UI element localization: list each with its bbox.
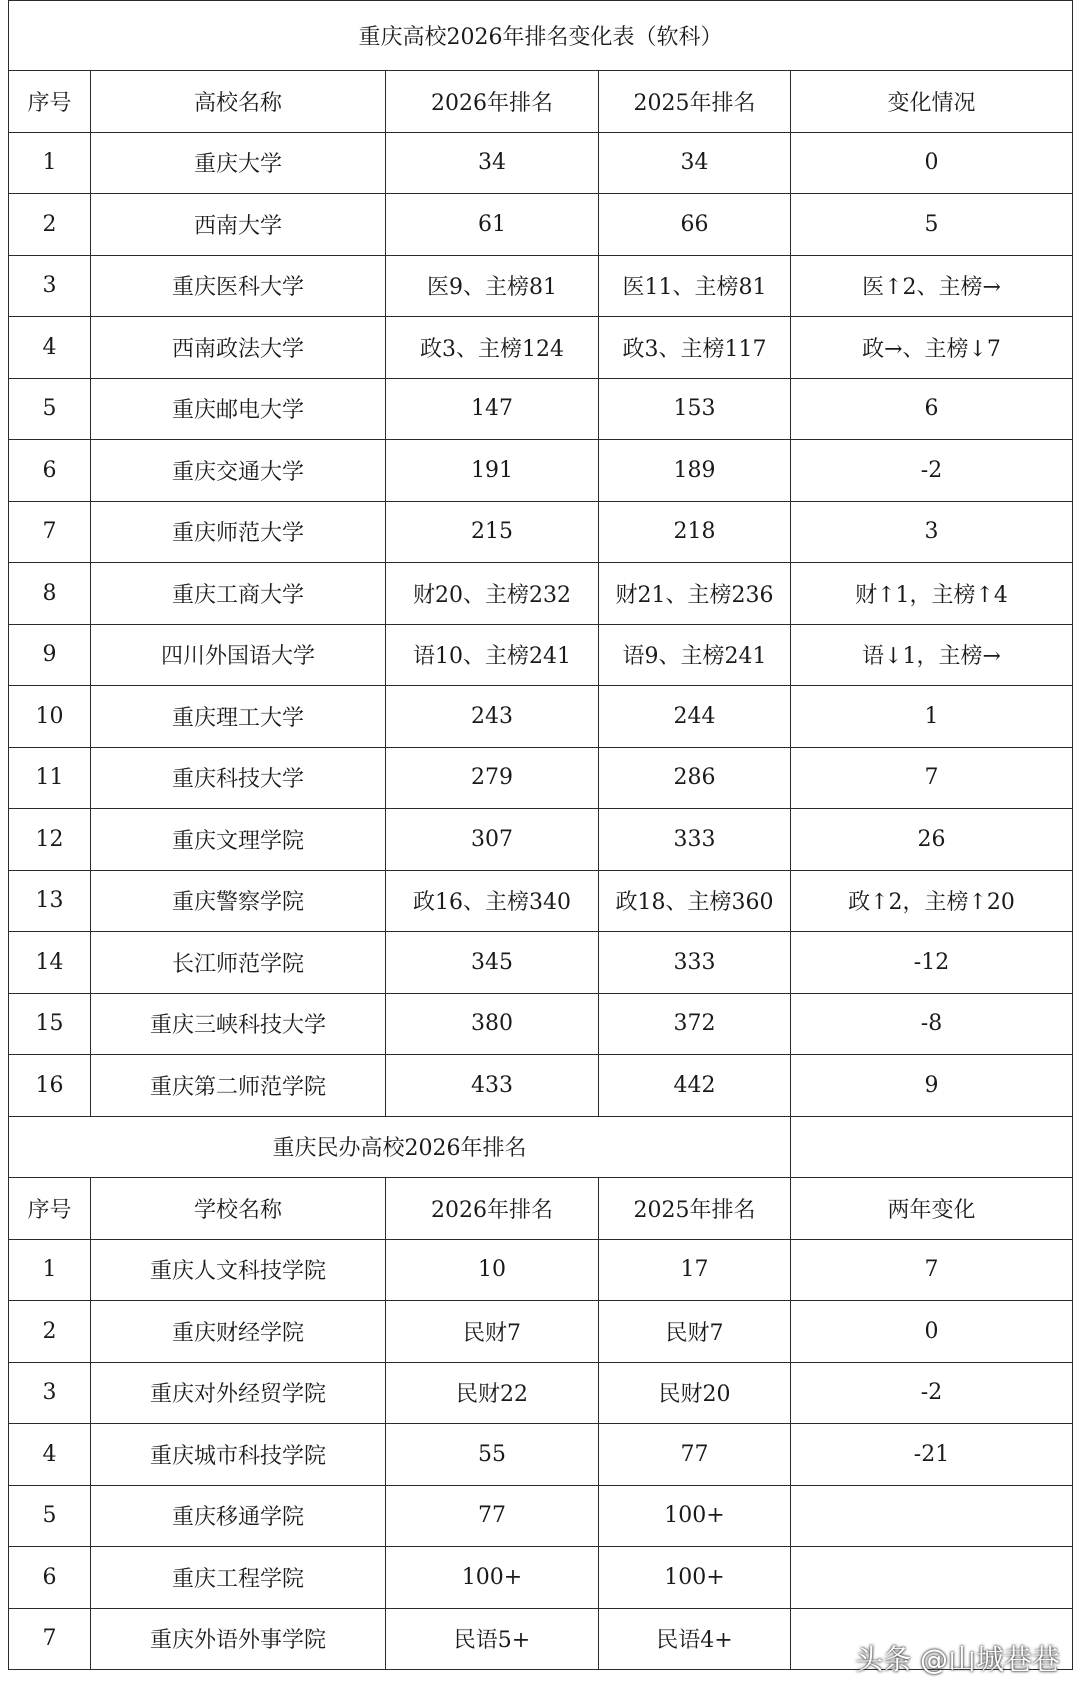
table-row <box>9 194 1073 256</box>
table-cell: 重庆大学 <box>91 132 386 194</box>
table-cell: 7 <box>791 1239 1073 1301</box>
private-section-title: 重庆民办高校2026年排名 <box>9 1116 791 1178</box>
header-cell: 序号 <box>9 1178 91 1240</box>
table-cell: 重庆邮电大学 <box>91 378 386 440</box>
table-cell: 政↑2，主榜↑20 <box>791 870 1073 932</box>
table-cell: 13 <box>9 870 91 932</box>
table-title: 重庆高校2026年排名变化表（软科） <box>9 1 1073 71</box>
table-cell: 民语5+ <box>386 1608 599 1670</box>
table-cell: 61 <box>386 194 599 256</box>
table-row <box>9 809 1073 871</box>
table-cell: 286 <box>599 747 791 809</box>
header-cell: 2026年排名 <box>386 71 599 133</box>
table-cell: 243 <box>386 686 599 748</box>
table-cell: 10 <box>9 686 91 748</box>
table-cell: 153 <box>599 378 791 440</box>
private-table-row <box>9 1547 1073 1609</box>
table-cell <box>791 1485 1073 1547</box>
table-cell: 12 <box>9 809 91 871</box>
table-cell: 政16、主榜340 <box>386 870 599 932</box>
table-cell: 5 <box>791 194 1073 256</box>
table-cell: 医↑2、主榜→ <box>791 255 1073 317</box>
table-cell: 9 <box>791 1055 1073 1117</box>
table-cell: 15 <box>9 993 91 1055</box>
table-row <box>9 378 1073 440</box>
header-cell: 2025年排名 <box>599 71 791 133</box>
table-cell: 长江师范学院 <box>91 932 386 994</box>
private-title-row <box>9 1116 1073 1178</box>
table-cell: 34 <box>386 132 599 194</box>
table-cell: 333 <box>599 932 791 994</box>
table-cell: 重庆工商大学 <box>91 563 386 625</box>
table-cell <box>791 1547 1073 1609</box>
table-cell: 26 <box>791 809 1073 871</box>
table-cell: 6 <box>9 1547 91 1609</box>
table-row <box>9 132 1073 194</box>
table-cell: 语9、主榜241 <box>599 624 791 686</box>
header-cell: 序号 <box>9 71 91 133</box>
table-row <box>9 993 1073 1055</box>
table-cell: 民语4+ <box>599 1608 791 1670</box>
table-cell: 1 <box>9 1239 91 1301</box>
table-cell: 政18、主榜360 <box>599 870 791 932</box>
header-cell: 两年变化 <box>791 1178 1073 1240</box>
table-cell: 民财20 <box>599 1362 791 1424</box>
table-cell: 民财7 <box>386 1301 599 1363</box>
table-cell: 西南政法大学 <box>91 317 386 379</box>
table-row <box>9 501 1073 563</box>
table-cell: 重庆文理学院 <box>91 809 386 871</box>
private-header-row <box>9 1178 1073 1240</box>
table-cell: 100+ <box>599 1547 791 1609</box>
table-cell: 民财7 <box>599 1301 791 1363</box>
table-cell: 3 <box>791 501 1073 563</box>
table-row <box>9 1055 1073 1117</box>
table-cell: 7 <box>9 501 91 563</box>
table-cell: 442 <box>599 1055 791 1117</box>
table-cell: 四川外国语大学 <box>91 624 386 686</box>
header-cell: 变化情况 <box>791 71 1073 133</box>
table-cell: 重庆交通大学 <box>91 440 386 502</box>
table-cell: 医11、主榜81 <box>599 255 791 317</box>
table-cell: 重庆三峡科技大学 <box>91 993 386 1055</box>
table-cell: 重庆外语外事学院 <box>91 1608 386 1670</box>
table-cell: 0 <box>791 1301 1073 1363</box>
table-cell: 6 <box>791 378 1073 440</box>
table-cell: 重庆城市科技学院 <box>91 1424 386 1486</box>
table-cell: 215 <box>386 501 599 563</box>
table-row <box>9 932 1073 994</box>
table-cell: 6 <box>9 440 91 502</box>
table-cell: 5 <box>9 378 91 440</box>
table-cell: 2 <box>9 1301 91 1363</box>
table-cell: 3 <box>9 1362 91 1424</box>
table-cell: 重庆移通学院 <box>91 1485 386 1547</box>
table-row <box>9 747 1073 809</box>
table-row <box>9 870 1073 932</box>
title-row <box>9 1 1073 71</box>
table-cell: 14 <box>9 932 91 994</box>
table-cell: 1 <box>9 132 91 194</box>
table-cell: 380 <box>386 993 599 1055</box>
table-cell: 77 <box>386 1485 599 1547</box>
table-cell: 16 <box>9 1055 91 1117</box>
header-cell: 学校名称 <box>91 1178 386 1240</box>
ranking-table <box>8 0 1073 1670</box>
table-cell: 医9、主榜81 <box>386 255 599 317</box>
table-cell: 10 <box>386 1239 599 1301</box>
table-row <box>9 317 1073 379</box>
table-cell: 重庆警察学院 <box>91 870 386 932</box>
table-cell: 政3、主榜124 <box>386 317 599 379</box>
table-cell: 4 <box>9 1424 91 1486</box>
table-cell: 重庆科技大学 <box>91 747 386 809</box>
table-cell: 100+ <box>386 1547 599 1609</box>
private-table-row <box>9 1239 1073 1301</box>
table-cell: 244 <box>599 686 791 748</box>
table-cell: 政3、主榜117 <box>599 317 791 379</box>
table-cell: 189 <box>599 440 791 502</box>
table-cell: -2 <box>791 1362 1073 1424</box>
header-cell: 高校名称 <box>91 71 386 133</box>
table-row <box>9 686 1073 748</box>
table-cell: 政→、主榜↓7 <box>791 317 1073 379</box>
table-cell: 17 <box>599 1239 791 1301</box>
private-table-row <box>9 1362 1073 1424</box>
table-cell: 重庆财经学院 <box>91 1301 386 1363</box>
table-cell: 100+ <box>599 1485 791 1547</box>
table-cell: 11 <box>9 747 91 809</box>
table-cell: 191 <box>386 440 599 502</box>
table-cell: 5 <box>9 1485 91 1547</box>
private-table-row <box>9 1424 1073 1486</box>
table-cell: 55 <box>386 1424 599 1486</box>
table-cell: 重庆医科大学 <box>91 255 386 317</box>
table-cell: 7 <box>9 1608 91 1670</box>
table-row <box>9 624 1073 686</box>
table-cell: -12 <box>791 932 1073 994</box>
table-cell: 财↑1，主榜↑4 <box>791 563 1073 625</box>
table-cell: 433 <box>386 1055 599 1117</box>
table-cell: -8 <box>791 993 1073 1055</box>
table-cell: 重庆人文科技学院 <box>91 1239 386 1301</box>
table-cell: 279 <box>386 747 599 809</box>
table-cell: 0 <box>791 132 1073 194</box>
table-cell: 重庆工程学院 <box>91 1547 386 1609</box>
table-cell: 34 <box>599 132 791 194</box>
table-cell: 4 <box>9 317 91 379</box>
table-cell: 民财22 <box>386 1362 599 1424</box>
table-cell: 345 <box>386 932 599 994</box>
table-cell: 9 <box>9 624 91 686</box>
header-cell: 2026年排名 <box>386 1178 599 1240</box>
table-cell: 语↓1，主榜→ <box>791 624 1073 686</box>
table-cell: 7 <box>791 747 1073 809</box>
watermark: 头条 @山城巷巷 <box>855 1643 1060 1676</box>
header-row <box>9 71 1073 133</box>
private-table-row <box>9 1301 1073 1363</box>
table-cell: 重庆理工大学 <box>91 686 386 748</box>
table-row <box>9 563 1073 625</box>
table-row <box>9 440 1073 502</box>
table-cell: 333 <box>599 809 791 871</box>
table-cell: 372 <box>599 993 791 1055</box>
table-cell: 147 <box>386 378 599 440</box>
table-cell: -2 <box>791 440 1073 502</box>
table-cell: 重庆第二师范学院 <box>91 1055 386 1117</box>
table-cell: 重庆师范大学 <box>91 501 386 563</box>
table-cell: -21 <box>791 1424 1073 1486</box>
private-table-row <box>9 1485 1073 1547</box>
table-row <box>9 255 1073 317</box>
table-cell: 语10、主榜241 <box>386 624 599 686</box>
table-cell: 1 <box>791 686 1073 748</box>
table-cell: 2 <box>9 194 91 256</box>
table-cell: 财21、主榜236 <box>599 563 791 625</box>
table-cell: 66 <box>599 194 791 256</box>
table-cell: 77 <box>599 1424 791 1486</box>
table-cell: 重庆对外经贸学院 <box>91 1362 386 1424</box>
table-cell: 307 <box>386 809 599 871</box>
table-cell: 8 <box>9 563 91 625</box>
table-cell: 218 <box>599 501 791 563</box>
table-cell: 财20、主榜232 <box>386 563 599 625</box>
empty-cell <box>791 1116 1073 1178</box>
table-cell: 3 <box>9 255 91 317</box>
header-cell: 2025年排名 <box>599 1178 791 1240</box>
table-cell: 西南大学 <box>91 194 386 256</box>
